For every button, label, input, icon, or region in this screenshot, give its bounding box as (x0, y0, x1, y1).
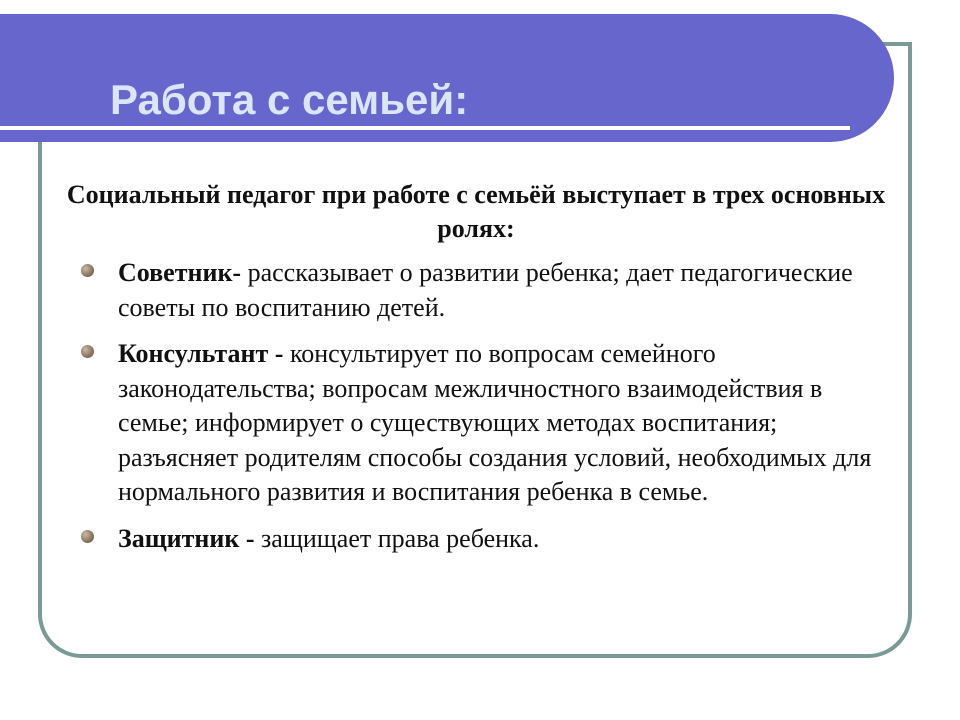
role-description-advisor: рассказывает о развитии ребенка; дает педагогические советы по воспитанию детей. (118, 258, 853, 322)
roles-list (78, 256, 878, 568)
role-name-consultant: Консультант - (118, 339, 284, 368)
role-item-defender (78, 522, 878, 557)
role-description-defender: защищает права ребенка. (254, 523, 540, 553)
role-name-advisor: Советник- (118, 258, 242, 287)
role-name-defender: Защитник - (118, 523, 255, 553)
slide-title: Работа с семьей: (110, 76, 469, 123)
role-item-advisor (78, 256, 878, 325)
bullet-icon (81, 530, 94, 543)
bullet-icon (81, 345, 94, 358)
role-description-consultant: консультирует по вопросам семейного законодательства; вопросам межличностного взаимодействия в семье; информирует о существующих методах воспитания; разъясняет родителям способы создания условий, необходимых для нормального развития и воспитания ребенка в семье. (118, 339, 872, 506)
role-item-consultant (78, 337, 878, 510)
bullet-icon (81, 264, 94, 277)
intro-text: Социальный педагог при работе с семьёй выступает в трех основных ролях: (66, 180, 886, 243)
